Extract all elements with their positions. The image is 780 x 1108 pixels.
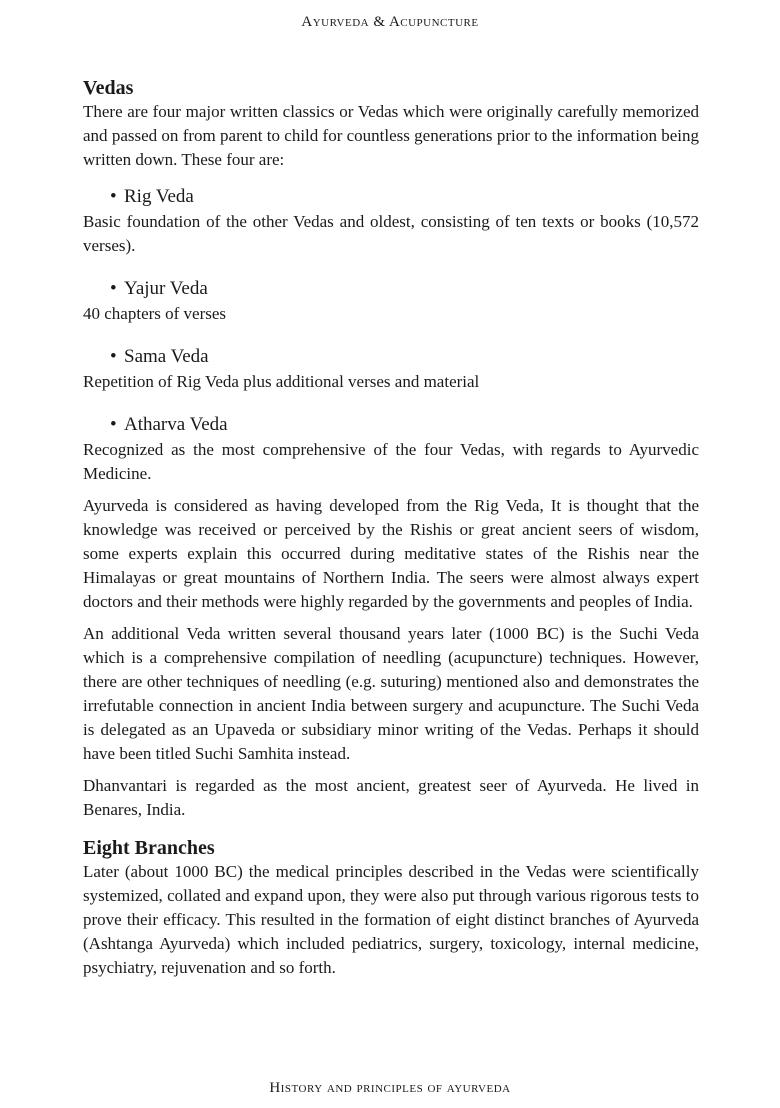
bullet-icon: • — [110, 186, 117, 207]
veda-item-rig — [83, 184, 699, 258]
veda-name: Sama Veda — [124, 346, 209, 367]
section-heading-vedas: Vedas — [83, 77, 134, 99]
veda-item-yajur — [83, 276, 699, 326]
body-paragraph-dhanvantari: Dhanvantari is regarded as the most ancient, greatest seer of Ayurveda. He lived in Benares, India. — [83, 776, 699, 819]
body-paragraph-suchi-veda: An additional Veda written several thousand years later (1000 BC) is the Suchi Veda which is a comprehensive compilation of needling (acupuncture) techniques. However, there are other techniques of needling (e.g. suturing) mentioned also and demonstrates the irrefutable connection in ancient India between surgery and acupuncture. The Suchi Veda is delegated as an Upaveda or subsidiary minor writing of the Vedas. Perhaps it should have been titled Suchi Samhita instead. — [83, 624, 699, 763]
veda-description: Repetition of Rig Veda plus additional verses and material — [83, 372, 480, 391]
branches-paragraph: Later (about 1000 BC) the medical principles described in the Vedas were scientifically systemized, collated and expand upon, they were also put through various rigorous tests to prove their efficacy. This resulted in the formation of eight distinct branches of Ayurveda (Ashtanga Ayurveda) which included pediatrics, surgery, toxicology, internal medicine, psychiatry, rejuvenation and so forth. — [83, 862, 699, 977]
bullet-icon: • — [110, 414, 117, 435]
section-heading-eight-branches: Eight Branches — [83, 837, 215, 859]
veda-name: Rig Veda — [124, 186, 194, 207]
veda-name-line — [83, 276, 699, 302]
running-head: Ayurveda & Acupuncture — [301, 14, 479, 30]
veda-name: Yajur Veda — [124, 278, 208, 299]
running-foot: History and principles of ayurveda — [269, 1080, 511, 1096]
veda-description: Basic foundation of the other Vedas and oldest, consisting of ten texts or books (10,572 verses). — [83, 212, 699, 255]
body-paragraph-rig-veda-origin: Ayurveda is considered as having developed from the Rig Veda, It is thought that the knowledge was received or perceived by the Rishis or great ancient seers of wisdom, some experts explain this occurred during meditative states of the Rishis near the Himalayas or great mountains of Northern India. The seers were almost always expert doctors and their methods were highly regarded by the governments and peoples of India. — [83, 496, 699, 611]
bullet-icon: • — [110, 278, 117, 299]
veda-name-line — [83, 412, 699, 438]
veda-name-line — [83, 344, 699, 370]
page-content — [83, 76, 699, 980]
veda-name: Atharva Veda — [124, 414, 228, 435]
veda-item-atharva — [83, 412, 699, 486]
veda-description: Recognized as the most comprehensive of the four Vedas, with regards to Ayurvedic Medicine. — [83, 440, 699, 483]
veda-description: 40 chapters of verses — [83, 304, 227, 323]
veda-item-sama — [83, 344, 699, 394]
vedas-intro-paragraph: There are four major written classics or Vedas which were originally carefully memorized and passed on from parent to child for countless generations prior to the information being written down. These four are: — [83, 102, 699, 169]
veda-name-line — [83, 184, 699, 210]
bullet-icon: • — [110, 346, 117, 367]
